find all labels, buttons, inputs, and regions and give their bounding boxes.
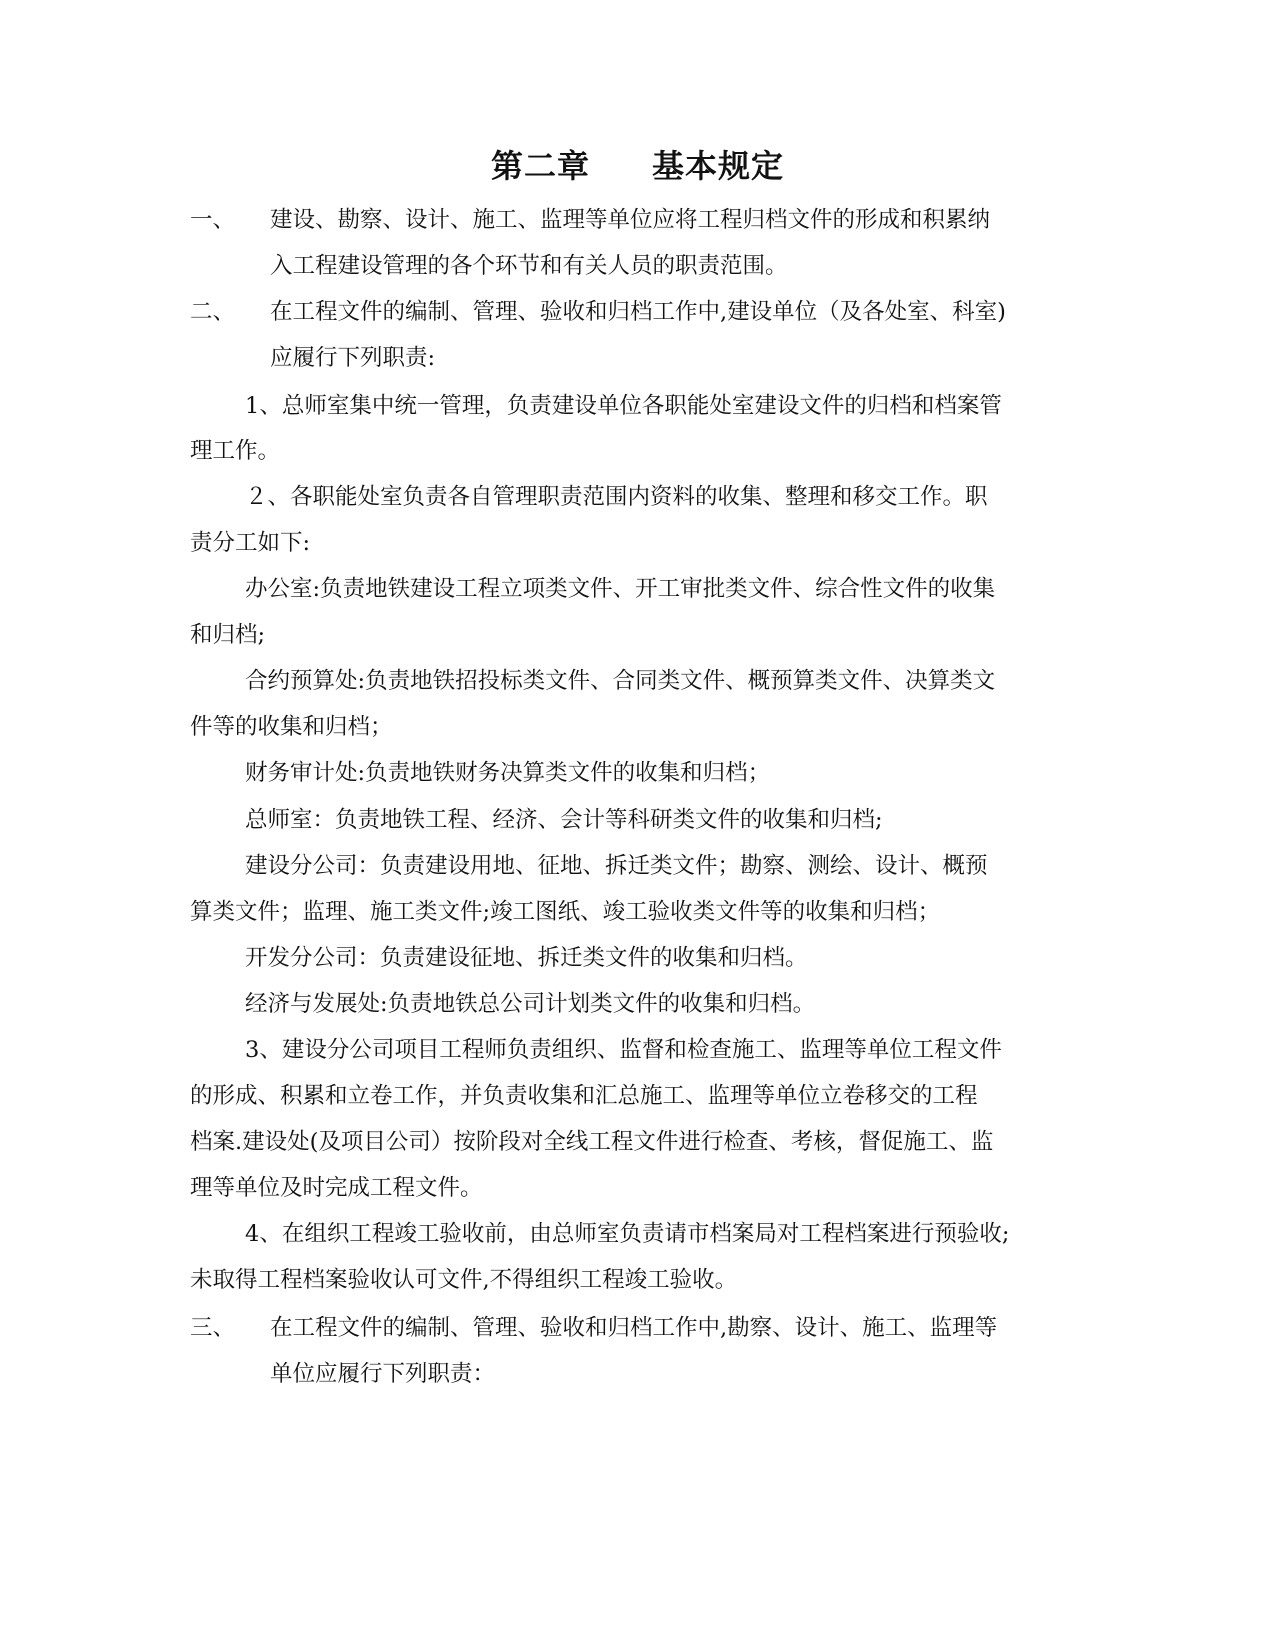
paragraph-1-line-1: 1、总师室集中统一管理，负责建设单位各职能处室建设文件的归档和档案管 <box>245 393 1002 419</box>
construction-duty-line-1: 建设分公司：负责建设用地、征地、拆迁类文件；勘察、测绘、设计、概预 <box>245 853 988 879</box>
office-duty-line-1: 办公室:负责地铁建设工程立项类文件、开工审批类文件、综合性文件的收集 <box>245 576 996 602</box>
development-duty-line: 开发分公司：负责建设征地、拆迁类文件的收集和归档。 <box>245 945 808 971</box>
chapter-title <box>0 146 1275 186</box>
item-three-line-2: 单位应履行下列职责： <box>270 1361 496 1387</box>
chapter-number: 第二章 <box>490 147 590 185</box>
item-three-marker: 三、 <box>190 1315 236 1341</box>
paragraph-1-line-2: 理工作。 <box>190 438 281 464</box>
budget-duty-line-1: 合约预算处:负责地铁招投标类文件、合同类文件、概预算类文件、决算类文 <box>245 668 996 694</box>
paragraph-3-line-2: 的形成、积累和立卷工作，并负责收集和汇总施工、监理等单位立卷移交的工程 <box>190 1083 978 1109</box>
paragraph-2-line-1: ２、各职能处室负责各自管理职责范围内资料的收集、整理和移交工作。职 <box>245 484 988 510</box>
economy-duty-line: 经济与发展处:负责地铁总公司计划类文件的收集和归档。 <box>245 991 816 1017</box>
construction-duty-line-2: 算类文件；监理、施工类文件;竣工图纸、竣工验收类文件等的收集和归档； <box>190 899 941 925</box>
paragraph-2-line-2: 责分工如下: <box>190 530 311 556</box>
chapter-heading: 基本规定 <box>652 147 785 185</box>
item-two-line-2: 应履行下列职责: <box>270 345 436 371</box>
paragraph-4-line-2: 未取得工程档案验收认可文件,不得组织工程竣工验收。 <box>190 1267 738 1293</box>
item-three-line-1: 在工程文件的编制、管理、验收和归档工作中,勘察、设计、施工、监理等 <box>270 1315 998 1341</box>
budget-duty-line-2: 件等的收集和归档； <box>190 714 393 740</box>
chief-duty-line: 总师室：负责地铁工程、经济、会计等科研类文件的收集和归档; <box>245 807 883 833</box>
paragraph-3-line-4: 理等单位及时完成工程文件。 <box>190 1175 483 1201</box>
item-one-marker: 一、 <box>190 207 236 233</box>
item-one-line-1: 建设、勘察、设计、施工、监理等单位应将工程归档文件的形成和积累纳 <box>270 207 991 233</box>
paragraph-3-line-1: 3、建设分公司项目工程师负责组织、监督和检查施工、监理等单位工程文件 <box>245 1037 1002 1063</box>
paragraph-4-line-1: 4、在组织工程竣工验收前，由总师室负责请市档案局对工程档案进行预验收; <box>245 1221 1010 1247</box>
finance-duty-line: 财务审计处:负责地铁财务决算类文件的收集和归档； <box>245 760 771 786</box>
item-one-line-2: 入工程建设管理的各个环节和有关人员的职责范围。 <box>270 253 788 279</box>
paragraph-3-line-3: 档案.建设处(及项目公司）按阶段对全线工程文件进行检查、考核，督促施工、监 <box>190 1129 994 1155</box>
item-two-line-1: 在工程文件的编制、管理、验收和归档工作中,建设单位（及各处室、科室) <box>270 299 1006 325</box>
item-two-marker: 二、 <box>190 299 236 325</box>
office-duty-line-2: 和归档; <box>190 622 266 648</box>
